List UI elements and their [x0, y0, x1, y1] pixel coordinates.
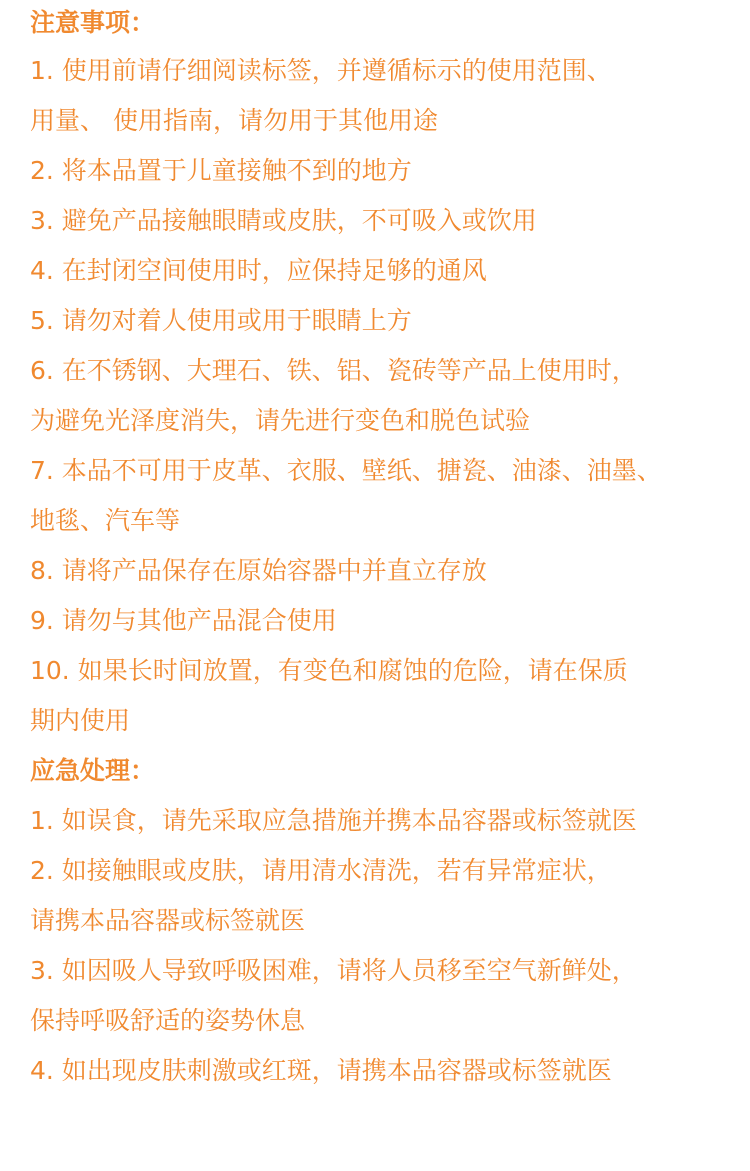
precaution-item-1-line-1: 1. 使用前请仔细阅读标签，并遵循标示的使用范围、 — [30, 56, 612, 85]
emergency-list — [30, 796, 750, 1096]
precaution-item-6-line-1: 6. 在不锈钢、大理石、铁、铝、瓷砖等产品上使用时， — [30, 356, 637, 385]
precaution-item-2 — [30, 146, 750, 196]
precautions-heading: 注意事项： — [30, 8, 156, 37]
precaution-item-7-line-1: 7. 本品不可用于皮革、衣服、壁纸、搪瓷、油漆、油墨、 — [30, 456, 662, 485]
precautions-section — [30, 0, 750, 746]
precaution-item-6-line-2: 为避免光泽度消失，请先进行变色和脱色试验 — [30, 406, 531, 435]
precaution-item-2-line-1: 2. 将本品置于儿童接触不到的地方 — [30, 156, 412, 185]
precaution-item-4 — [30, 246, 750, 296]
precaution-item-5-line-1: 5. 请勿对着人使用或用于眼睛上方 — [30, 306, 412, 335]
precaution-item-1 — [30, 46, 750, 146]
emergency-item-3-line-1: 3. 如因吸人导致呼吸困难，请将人员移至空气新鲜处， — [30, 956, 637, 985]
emergency-item-4 — [30, 1046, 750, 1096]
emergency-item-4-line-1: 4. 如出现皮肤刺激或红斑，请携本品容器或标签就医 — [30, 1056, 612, 1085]
precaution-item-3-line-1: 3. 避免产品接触眼睛或皮肤，不可吸入或饮用 — [30, 206, 537, 235]
precaution-item-10-line-2: 期内使用 — [30, 706, 131, 735]
emergency-item-2 — [30, 846, 750, 946]
emergency-item-1-line-1: 1. 如误食，请先采取应急措施并携本品容器或标签就医 — [30, 806, 637, 835]
emergency-item-2-line-2: 请携本品容器或标签就医 — [30, 906, 306, 935]
precaution-item-9-line-1: 9. 请勿与其他产品混合使用 — [30, 606, 337, 635]
emergency-item-1 — [30, 796, 750, 846]
precaution-item-4-line-1: 4. 在封闭空间使用时，应保持足够的通风 — [30, 256, 487, 285]
precaution-item-8 — [30, 546, 750, 596]
precaution-item-8-line-1: 8. 请将产品保存在原始容器中并直立存放 — [30, 556, 487, 585]
emergency-item-3-line-2: 保持呼吸舒适的姿势休息 — [30, 1006, 306, 1035]
precaution-item-6 — [30, 346, 750, 446]
precaution-item-1-line-2: 用量、 使用指南，请勿用于其他用途 — [30, 106, 438, 135]
precautions-list — [30, 46, 750, 746]
emergency-item-3 — [30, 946, 750, 1046]
precaution-item-9 — [30, 596, 750, 646]
precaution-item-7 — [30, 446, 750, 546]
precaution-item-7-line-2: 地毯、汽车等 — [30, 506, 181, 535]
emergency-heading: 应急处理： — [30, 756, 156, 785]
emergency-section — [30, 746, 750, 1096]
precaution-item-5 — [30, 296, 750, 346]
precaution-item-10 — [30, 646, 750, 746]
precaution-item-3 — [30, 196, 750, 246]
precaution-item-10-line-1: 10. 如果长时间放置，有变色和腐蚀的危险，请在保质 — [30, 656, 628, 685]
emergency-item-2-line-1: 2. 如接触眼或皮肤，请用清水清洗，若有异常症状， — [30, 856, 612, 885]
